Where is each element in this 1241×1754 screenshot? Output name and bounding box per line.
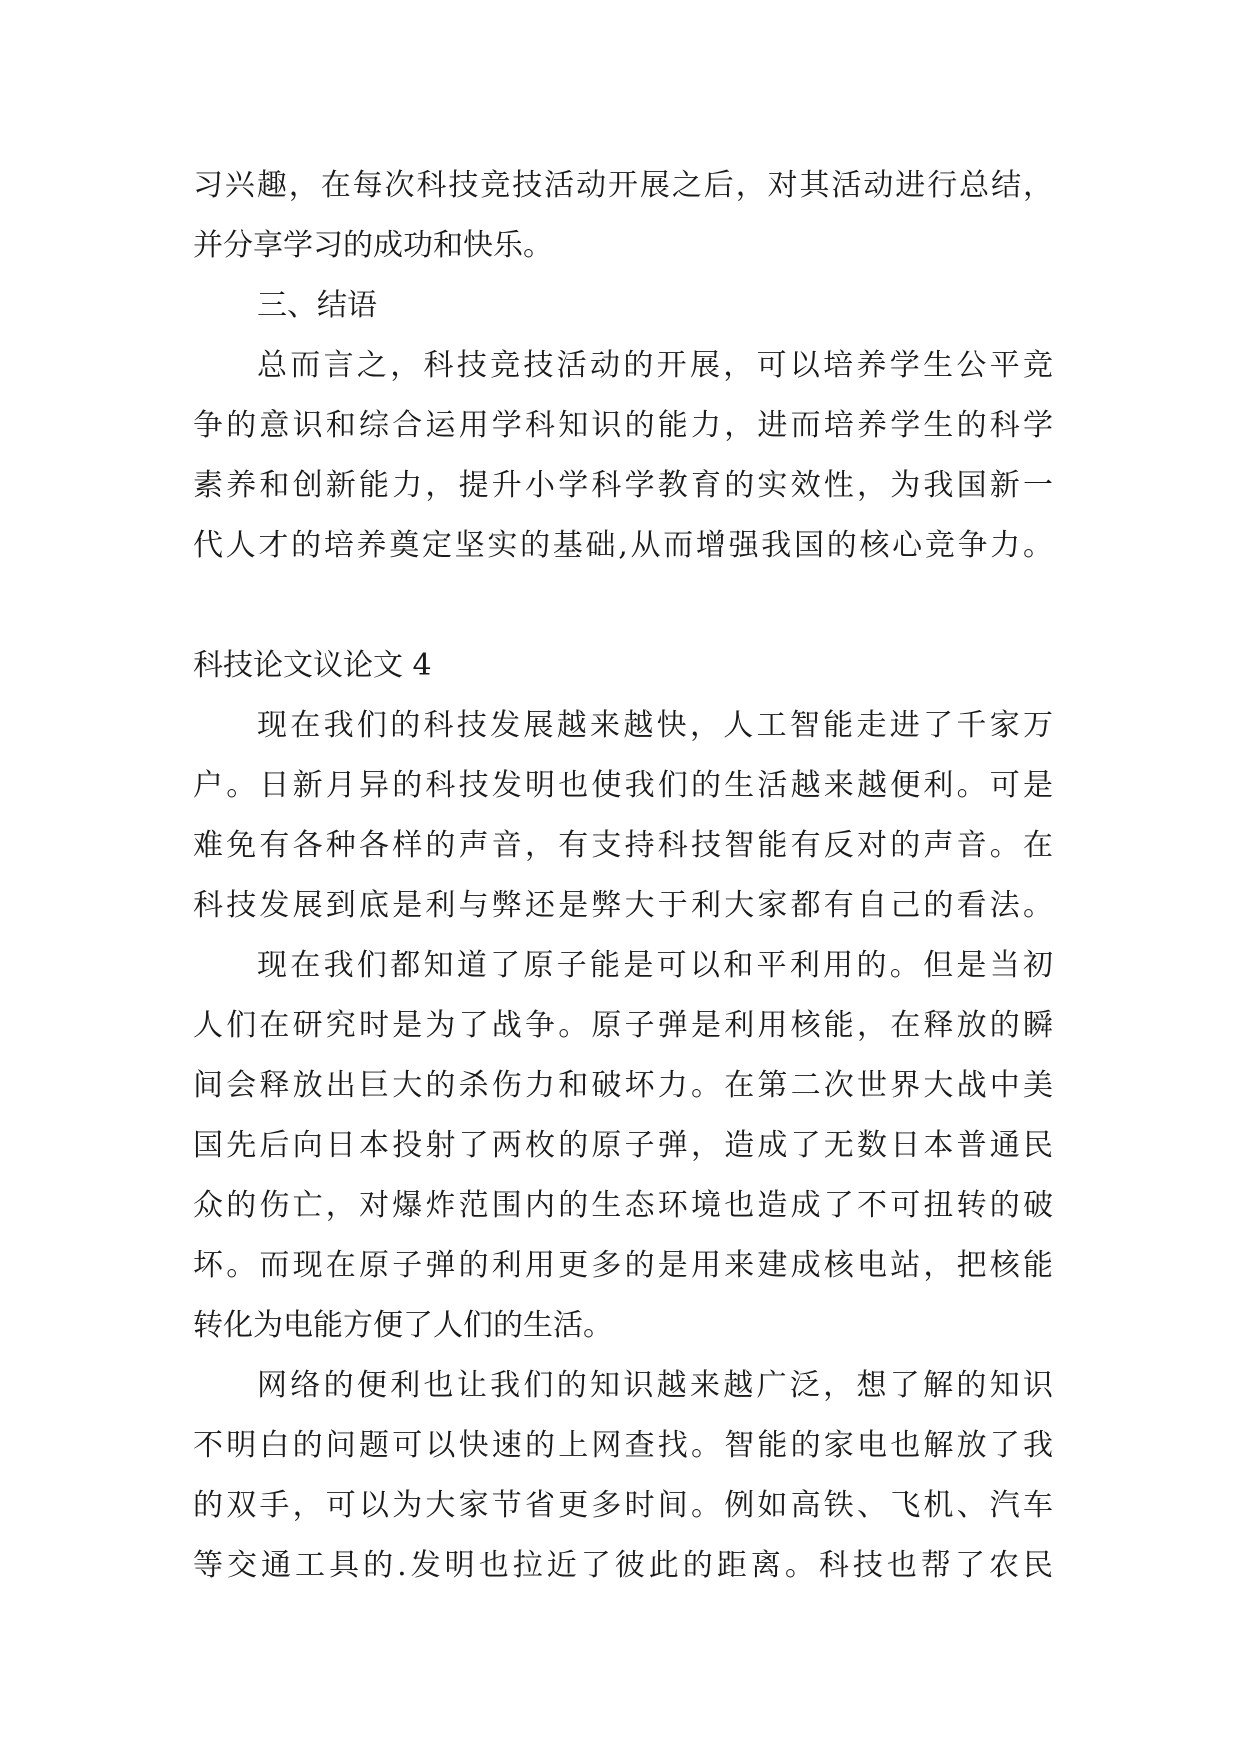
continued-paragraph <box>193 156 1053 276</box>
paragraph-line: 众的伤亡，对爆炸范围内的生态环境也造成了不可扭转的破 <box>193 1188 1053 1223</box>
paragraph-line: 的双手，可以为大家节省更多时间。例如高铁、飞机、汽车 <box>193 1488 1053 1523</box>
essay-paragraph-2 <box>193 936 1053 1356</box>
conclusion-paragraph <box>193 336 1053 576</box>
section-heading: 三、结语 <box>257 288 377 323</box>
paragraph-line: 素养和创新能力，提升小学科学教育的实效性，为我国新一 <box>193 468 1053 503</box>
paragraph-line: 难免有各种各样的声音，有支持科技智能有反对的声音。在 <box>193 828 1053 863</box>
paragraph-line: 网络的便利也让我们的知识越来越广泛，想了解的知识 <box>257 1368 1053 1403</box>
paragraph-line: 坏。而现在原子弹的利用更多的是用来建成核电站，把核能 <box>193 1248 1053 1283</box>
paragraph-line: 习兴趣，在每次科技竞技活动开展之后，对其活动进行总结， <box>193 168 1053 203</box>
paragraph-line: 代人才的培养奠定坚实的基础,从而增强我国的核心竞争力。 <box>193 528 1053 563</box>
paragraph-line: 现在我们的科技发展越来越快，人工智能走进了千家万 <box>257 708 1053 743</box>
paragraph-line: 人们在研究时是为了战争。原子弹是利用核能，在释放的瞬 <box>193 1008 1053 1043</box>
essay-paragraph-3 <box>193 1356 1053 1596</box>
essay-paragraph-1 <box>193 696 1053 936</box>
paragraph-line: 现在我们都知道了原子能是可以和平利用的。但是当初 <box>257 948 1053 983</box>
paragraph-line: 争的意识和综合运用学科知识的能力，进而培养学生的科学 <box>193 408 1053 443</box>
paragraph-gap <box>193 576 1053 636</box>
paragraph-line: 间会释放出巨大的杀伤力和破坏力。在第二次世界大战中美 <box>193 1068 1053 1103</box>
essay-title: 科技论文议论文 4 <box>193 648 432 683</box>
paragraph-line: 不明白的问题可以快速的上网查找。智能的家电也解放了我 <box>193 1428 1053 1463</box>
paragraph-line: 户。日新月异的科技发明也使我们的生活越来越便利。可是 <box>193 768 1053 803</box>
paragraph-line: 总而言之，科技竞技活动的开展，可以培养学生公平竞 <box>257 348 1053 383</box>
document-body <box>193 156 1053 1596</box>
paragraph-line: 科技发展到底是利与弊还是弊大于利大家都有自己的看法。 <box>193 888 1053 923</box>
paragraph-line: 等交通工具的.发明也拉近了彼此的距离。科技也帮了农民 <box>193 1548 1053 1583</box>
paragraph-line: 国先后向日本投射了两枚的原子弹，造成了无数日本普通民 <box>193 1128 1053 1163</box>
paragraph-line: 转化为电能方便了人们的生活。 <box>193 1308 613 1343</box>
paragraph-line: 并分享学习的成功和快乐。 <box>193 228 553 263</box>
